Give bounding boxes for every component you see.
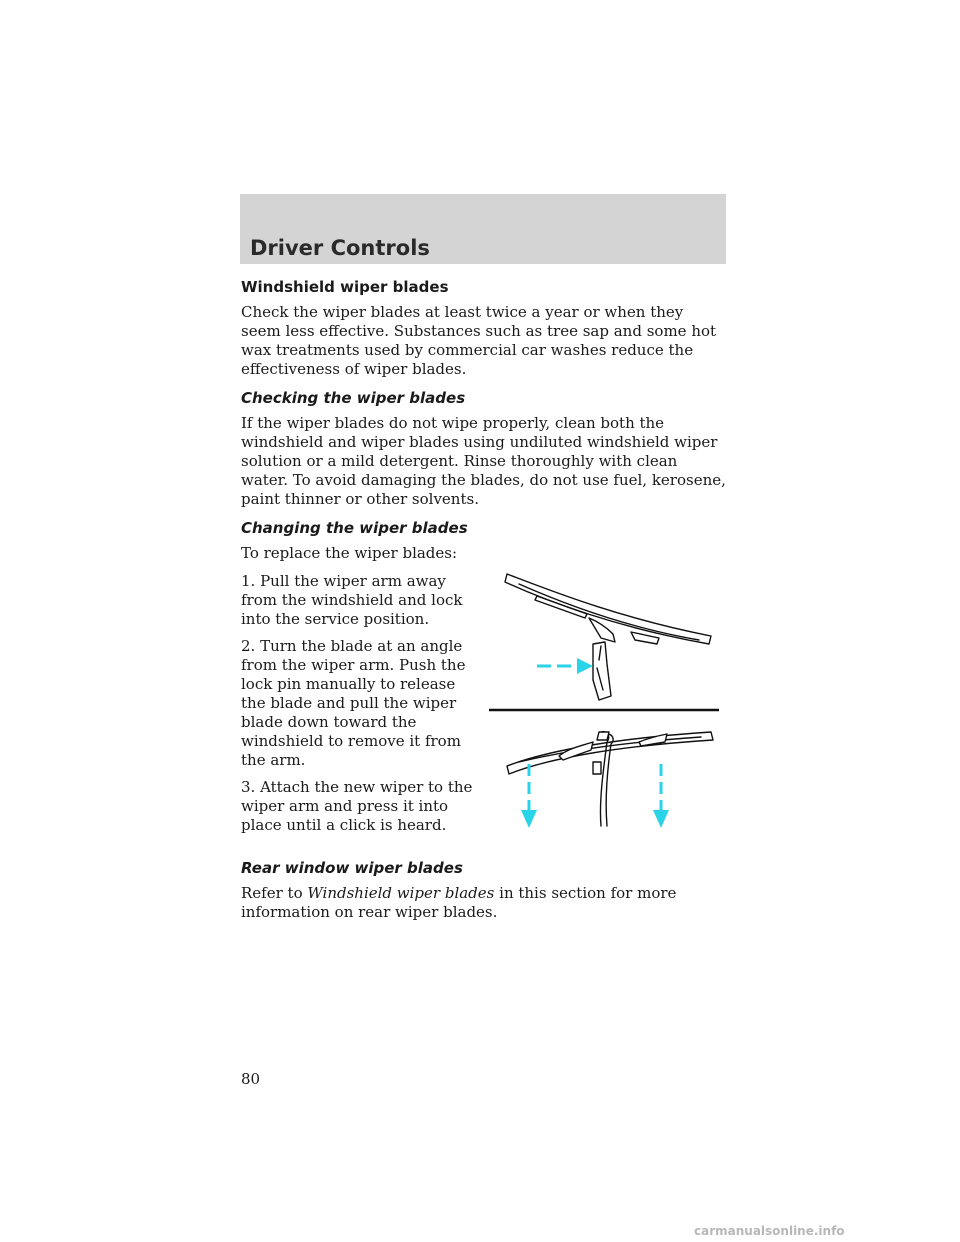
- wiper-blade-illustration: [489, 572, 721, 842]
- changing-heading: Changing the wiper blades: [241, 519, 468, 537]
- rear-body-prefix: Refer to: [241, 884, 308, 902]
- wiper-blade-bottom-figure: [507, 732, 713, 826]
- step-1: 1. Pull the wiper arm away from the windshield and lock into the service position.: [241, 572, 463, 628]
- arrow-push-lock-pin: [537, 658, 593, 674]
- wiper-blade-top-figure: [505, 574, 711, 700]
- page-content: [241, 277, 727, 931]
- section-title: Driver Controls: [250, 236, 430, 260]
- step-3: 3. Attach the new wiper to the wiper arm and press it into place until a click is heard.: [241, 778, 473, 834]
- rear-heading: Rear window wiper blades: [241, 859, 463, 877]
- changing-intro: To replace the wiper blades:: [241, 544, 458, 562]
- step-2: 2. Turn the blade at an angle from the wiper arm. Push the lock pin manually to release the blade and pull the wiper blade down toward the windshield to remove it from the arm.: [241, 637, 466, 769]
- windshield-body: Check the wiper blades at least twice a year or when they seem less effective. Substances such as tree sap and some hot wax treatments used by commercial car washes reduce the effectiveness of wiper blades.: [241, 303, 717, 378]
- section-header: [240, 194, 726, 264]
- footer-watermark: carmanualsonline.info: [694, 1224, 845, 1238]
- page-number: 80: [241, 1070, 261, 1088]
- steps-list: [241, 572, 473, 843]
- changing-steps-section: [241, 572, 727, 848]
- checking-body: If the wiper blades do not wipe properly, clean both the windshield and wiper blades using undiluted windshield wiper solution or a mild detergent. Rinse thoroughly with clean water. To avoid damaging the blades, do not use fuel, kerosene, paint thinner or other solvents.: [241, 414, 726, 508]
- rear-body-suffix: in this section for more information on rear wiper blades.: [241, 884, 677, 921]
- windshield-heading: Windshield wiper blades: [241, 278, 449, 296]
- rear-body-reference: Windshield wiper blades: [307, 884, 495, 902]
- checking-heading: Checking the wiper blades: [241, 389, 466, 407]
- rear-body: [241, 884, 727, 922]
